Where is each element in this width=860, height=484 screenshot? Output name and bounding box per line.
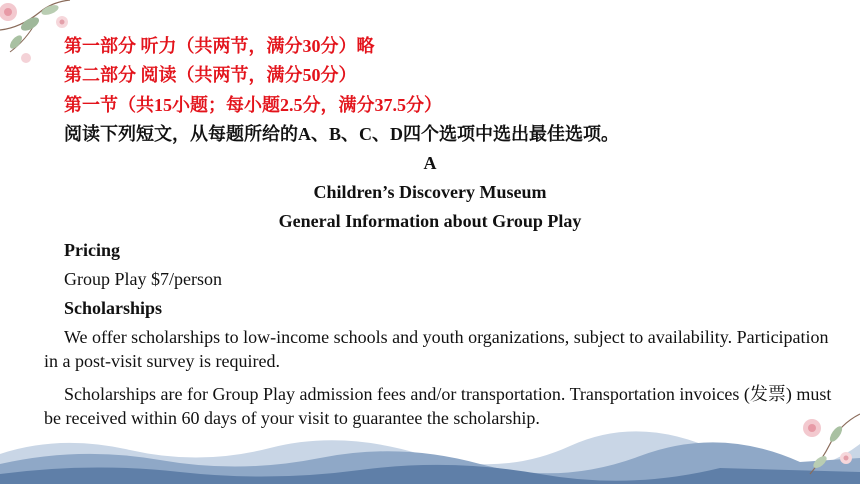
section-heading-listening: 第一部分 听力（共两节，满分30分）略 [64,36,375,56]
section-heading-part-one: 第一节（共15小题；每小题2.5分，满分37.5分） [64,95,442,115]
pricing-heading: Pricing [64,240,120,260]
wave-decoration-bottom [0,424,860,484]
instruction-text: 阅读下列短文，从每题所给的A、B、C、D四个选项中选出最佳选项。 [64,124,619,144]
section-heading-reading: 第二部分 阅读（共两节，满分50分） [64,65,357,85]
passage-subtitle: General Information about Group Play [278,211,582,231]
passage-title: Children’s Discovery Museum [313,182,547,202]
pricing-text: Group Play $7/person [64,269,222,289]
scholarships-paragraph-1: We offer scholarships to low-income schools and youth organizations, subject to availability. Participation in a post-visit survey is required. [44,327,829,371]
scholarships-heading: Scholarships [64,298,163,318]
passage-letter: A [423,153,437,173]
scholarships-paragraph-2: Scholarships are for Group Play admission fees and/or transportation. Transportation invoices (发票) must be received within 60 days of your visit to guarantee the scholarship. [44,384,832,428]
floral-decoration-bottom-right [790,404,860,484]
